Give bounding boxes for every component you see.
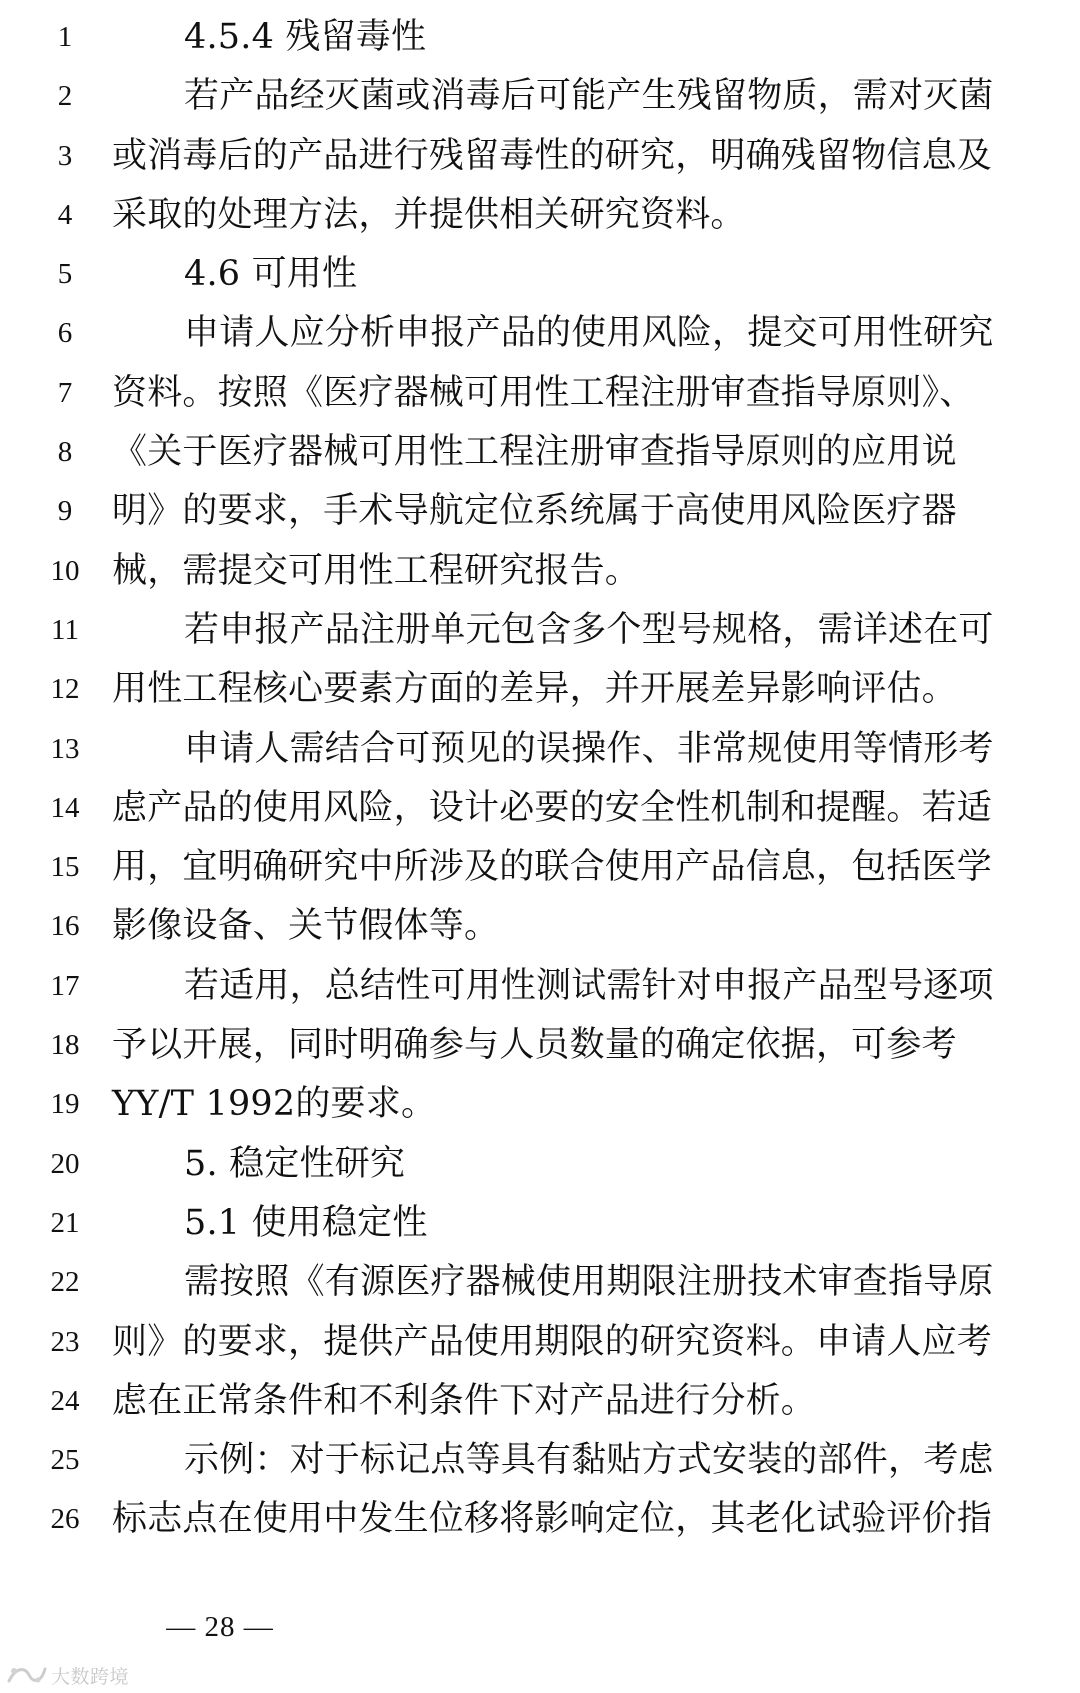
line-text: 影像设备、关节假体等。 [112, 906, 500, 947]
line-number: 23 [50, 1325, 80, 1358]
line-number: 24 [50, 1384, 80, 1417]
line-text: 或消毒后的产品进行残留毒性的研究，明确残留物信息及 [112, 135, 993, 176]
document-line [0, 660, 1080, 719]
line-number: 6 [57, 317, 73, 350]
document-line [0, 8, 1080, 67]
line-text: 示例：对于标记点等具有黏贴方式安装的部件，考虑 [184, 1440, 994, 1481]
line-number: 22 [50, 1266, 80, 1299]
line-number: 2 [57, 80, 73, 113]
line-text: 需按照《有源医疗器械使用期限注册技术审查指导原 [184, 1262, 994, 1303]
line-number: 8 [57, 436, 73, 469]
line-text: 《关于医疗器械可用性工程注册审查指导原则的应用说 [112, 432, 957, 473]
line-text: 则》的要求，提供产品使用期限的研究资料。申请人应考 [112, 1321, 993, 1362]
line-text: 若适用，总结性可用性测试需针对申报产品型号逐项 [184, 965, 994, 1006]
line-text: 标志点在使用中发生位移将影响定位，其老化试验评价指 [112, 1499, 993, 1540]
line-number: 18 [50, 1029, 80, 1062]
document-line [0, 720, 1080, 779]
line-number: 3 [57, 139, 73, 172]
line-number: 26 [50, 1503, 80, 1536]
document-line [0, 482, 1080, 541]
document-line [0, 779, 1080, 838]
line-number: 19 [50, 1088, 80, 1121]
line-number: 21 [50, 1206, 80, 1239]
document-line [0, 245, 1080, 304]
document-line [0, 1194, 1080, 1253]
line-text: 虑产品的使用风险，设计必要的安全性机制和提醒。若适 [112, 787, 993, 828]
line-text: 用性工程核心要素方面的差异，并开展差异影响评估。 [112, 669, 957, 710]
line-text: 4.6 可用性 [184, 254, 358, 295]
line-text: 4.5.4 残留毒性 [184, 17, 427, 57]
line-text: 明》的要求，手术导航定位系统属于高使用风险医疗器 [112, 491, 957, 532]
document-line [0, 1313, 1080, 1372]
line-text: 用，宜明确研究中所涉及的联合使用产品信息，包括医学 [112, 847, 993, 888]
line-text: 资料。按照《医疗器械可用性工程注册审查指导原则》、 [112, 372, 975, 413]
line-number: 14 [50, 791, 80, 824]
document-line [0, 897, 1080, 956]
line-text: 采取的处理方法，并提供相关研究资料。 [112, 194, 746, 235]
line-number: 13 [50, 732, 80, 765]
document-line [0, 364, 1080, 423]
numbered-text-lines [0, 8, 1080, 1550]
page-number: — 28 — [166, 1611, 274, 1643]
document-line [0, 1253, 1080, 1312]
line-text: 若申报产品注册单元包含多个型号规格，需详述在可 [184, 609, 994, 650]
document-line [0, 957, 1080, 1016]
document-line [0, 1135, 1080, 1194]
document-line [0, 601, 1080, 660]
line-text: 申请人需结合可预见的误操作、非常规使用等情形考 [184, 728, 994, 769]
watermark [6, 1661, 129, 1689]
watermark-logo-icon [6, 1663, 48, 1687]
line-text: 5.1 使用稳定性 [184, 1202, 428, 1243]
document-line [0, 67, 1080, 126]
line-number: 1 [57, 21, 73, 53]
document-line [0, 1016, 1080, 1075]
line-text: 申请人应分析申报产品的使用风险，提交可用性研究 [184, 313, 994, 354]
line-number: 12 [50, 673, 80, 706]
line-number: 16 [50, 910, 80, 943]
document-line [0, 1490, 1080, 1549]
line-number: 9 [57, 495, 73, 528]
document-line [0, 304, 1080, 363]
line-number: 7 [57, 376, 73, 409]
line-text: 5. 稳定性研究 [184, 1143, 406, 1184]
line-text: 械，需提交可用性工程研究报告。 [112, 550, 641, 591]
document-line [0, 838, 1080, 897]
line-text: 虑在正常条件和不利条件下对产品进行分析。 [112, 1380, 817, 1421]
line-text: 若产品经灭菌或消毒后可能产生残留物质，需对灭菌 [184, 76, 994, 117]
watermark-text: 大数跨境 [51, 1665, 130, 1688]
line-number: 17 [50, 969, 80, 1002]
line-number: 5 [57, 258, 73, 291]
document-line [0, 423, 1080, 482]
line-text: YY/T 1992的要求。 [112, 1084, 437, 1125]
document-line [0, 186, 1080, 245]
line-number: 20 [50, 1147, 80, 1180]
line-number: 25 [50, 1444, 80, 1477]
document-line [0, 1431, 1080, 1490]
document-line [0, 1372, 1080, 1431]
line-number: 15 [50, 851, 80, 884]
line-number: 11 [51, 613, 79, 646]
line-text: 予以开展，同时明确参与人员数量的确定依据，可参考 [112, 1025, 957, 1066]
document-line [0, 542, 1080, 601]
line-number: 4 [57, 198, 73, 231]
document-line [0, 127, 1080, 186]
line-number: 10 [50, 554, 80, 587]
document-line [0, 1075, 1080, 1134]
